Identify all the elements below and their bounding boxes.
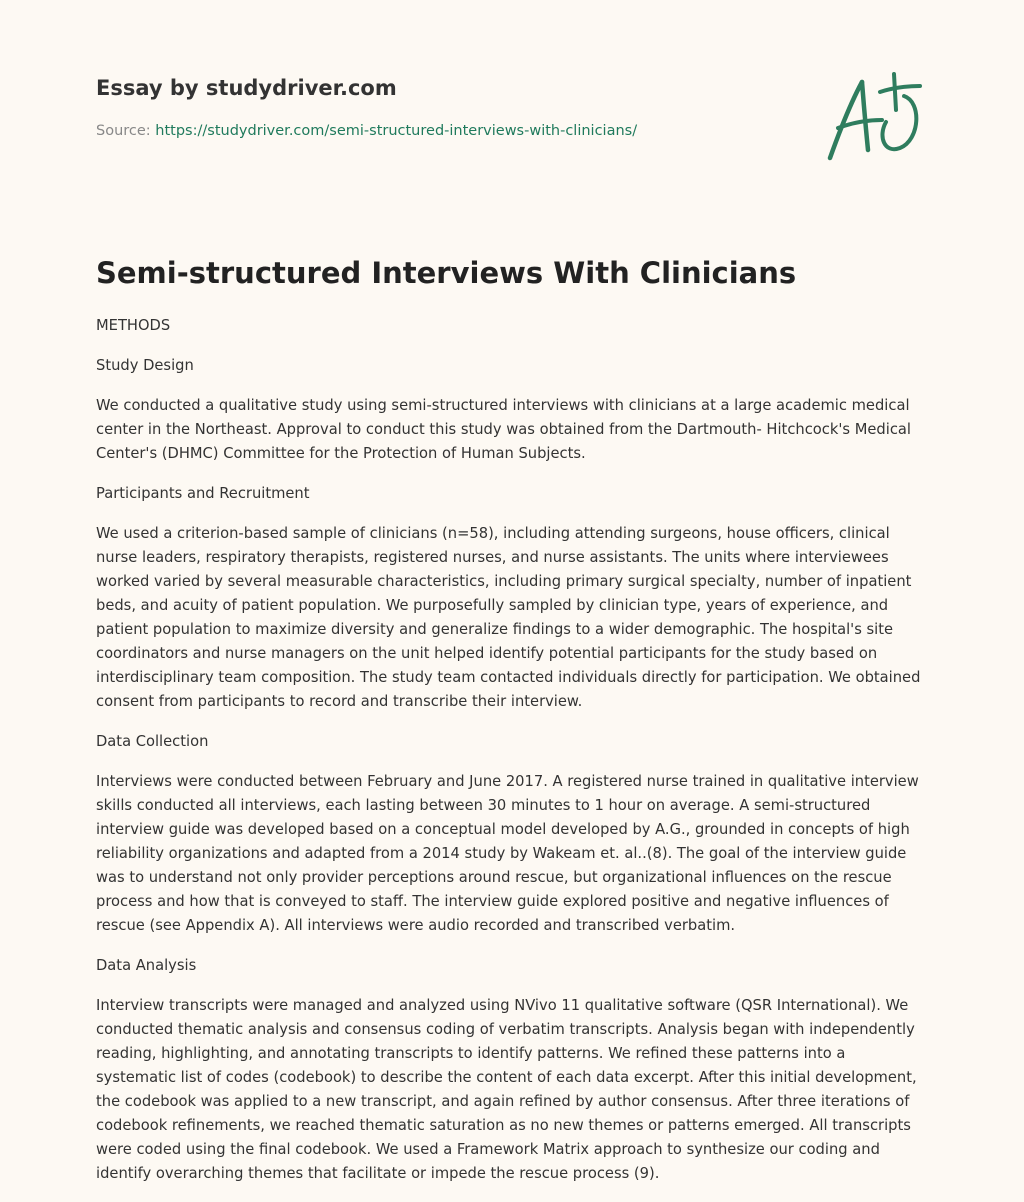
subheading-study-design: Study Design bbox=[96, 357, 194, 374]
paragraph-data-analysis: Interview transcripts were managed and analyzed using NVivo 11 qualitative software (QSR International). We conducted thematic analysis and consensus coding of verbatim transcripts. Analysis began with independently reading, highlighting, and annotating transcripts to identify patterns. We refined these patterns into a systematic list of codes (codebook) to describe the content of each data excerpt. After this initial development, the codebook was applied to a new transcript, and again refined by author consensus. After three iterations of codebook refinements, we reached thematic saturation as no new themes or patterns emerged. All transcripts were coded using the final codebook. We used a Framework Matrix approach to synthesize our coding and identify overarching themes that facilitate or impede the rescue process (9). bbox=[96, 997, 917, 1182]
page-header bbox=[96, 0, 928, 200]
section-heading-methods: METHODS bbox=[96, 317, 171, 334]
source-line bbox=[96, 123, 637, 139]
subheading-participants: Participants and Recruitment bbox=[96, 485, 310, 502]
a-plus-logo-icon bbox=[824, 70, 924, 162]
essay-body bbox=[96, 314, 928, 1202]
source-link[interactable]: https://studydriver.com/semi-structured-interviews-with-clinicians/ bbox=[155, 123, 638, 139]
subheading-data-analysis: Data Analysis bbox=[96, 957, 197, 974]
paragraph-data-collection: Interviews were conducted between February and June 2017. A registered nurse trained in qualitative interview skills conducted all interviews, each lasting between 30 minutes to 1 hour on average. A semi-structured interview guide was developed based on a conceptual model developed by A.G., grounded in concepts of high reliability organizations and adapted from a 2014 study by Wakeam et. al..(8). The goal of the interview guide was to understand not only provider perceptions around rescue, but organizational influences on the rescue process and how that is conveyed to staff. The interview guide explored positive and negative influences of rescue (see Appendix A). All interviews were audio recorded and transcribed verbatim. bbox=[96, 773, 919, 934]
subheading-data-collection: Data Collection bbox=[96, 733, 209, 750]
essay-page bbox=[96, 0, 928, 1182]
essay-title: Semi-structured Interviews With Clinicians bbox=[96, 256, 797, 290]
site-title: Essay by studydriver.com bbox=[96, 76, 397, 100]
paragraph-study-design: We conducted a qualitative study using semi-structured interviews with clinicians at a large academic medical center in the Northeast. Approval to conduct this study was obtained from the Dartmouth- Hitchcock's Medical Center's (DHMC) Committee for the Protection of Human Subjects. bbox=[96, 397, 911, 462]
paragraph-participants: We used a criterion-based sample of clinicians (n=58), including attending surgeons, house officers, clinical nurse leaders, respiratory therapists, registered nurses, and nurse assistants. The units where interviewees worked varied by several measurable characteristics, including primary surgical specialty, number of inpatient beds, and acuity of patient population. We purposefully sampled by clinician type, years of experience, and patient population to maximize diversity and generalize findings to a wider demographic. The hospital's site coordinators and nurse managers on the unit helped identify potential participants for the study based on interdisciplinary team composition. The study team contacted individuals directly for participation. We obtained consent from participants to record and transcribe their interview. bbox=[96, 525, 921, 710]
source-label: Source: bbox=[96, 123, 151, 139]
